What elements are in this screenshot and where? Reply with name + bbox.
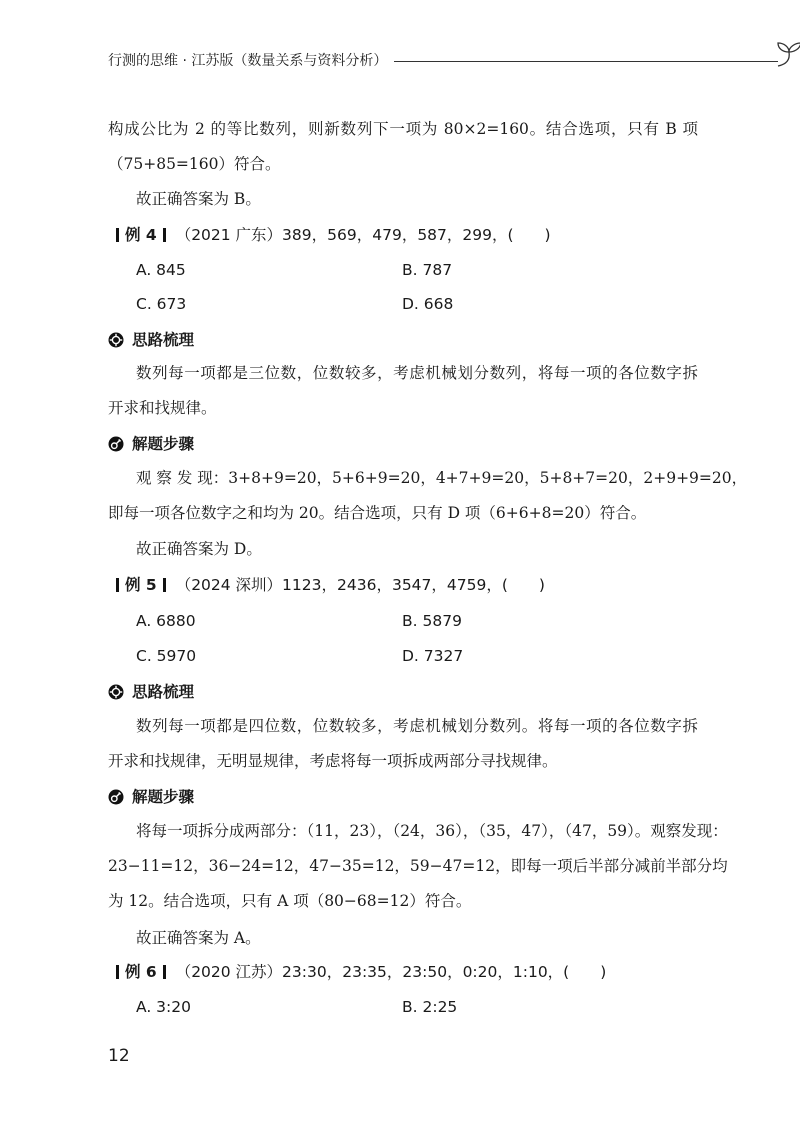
steps-heading — [108, 787, 194, 807]
option-a: A. 3:20 — [136, 998, 191, 1016]
bar-marker-right — [163, 965, 166, 979]
steps-line-2: 即每一项各位数字之和均为 20。结合选项，只有 D 项（6+6+8=20）符合。 — [108, 504, 647, 522]
sprout-icon — [774, 40, 800, 68]
gear-icon — [108, 332, 124, 348]
intro-answer: 故正确答案为 B。 — [136, 190, 261, 208]
option-b: B. 2:25 — [402, 998, 458, 1016]
example-label: 例 5 — [125, 576, 157, 594]
option-c: C. 673 — [136, 295, 187, 313]
analysis-heading — [108, 682, 194, 702]
analysis-line-2: 开求和找规律。 — [108, 399, 217, 417]
example-label: 例 6 — [125, 963, 157, 981]
key-icon — [108, 436, 124, 452]
bar-marker-left — [116, 578, 119, 592]
bar-marker-left — [116, 228, 119, 242]
intro-line-1: 构成公比为 2 的等比数列，则新数列下一项为 80×2=160。结合选项，只有 B 项 — [108, 120, 698, 138]
key-icon — [108, 789, 124, 805]
analysis-title: 思路梳理 — [132, 331, 195, 349]
analysis-title: 思路梳理 — [132, 683, 195, 701]
option-a: A. 6880 — [136, 612, 196, 630]
steps-line-1: 将每一项拆分成两部分：（11，23），（24，36），（35，47），（47，59）。观察发现： — [136, 822, 728, 840]
steps-title: 解题步骤 — [132, 435, 195, 453]
steps-title: 解题步骤 — [132, 788, 195, 806]
example-question: （2021 广东）389，569，479，587，299，( ) — [175, 226, 551, 244]
option-d: D. 668 — [402, 295, 454, 313]
example-4-heading — [116, 225, 551, 245]
gear-icon — [108, 684, 124, 700]
steps-line-1: 观 察 发 现：3+8+9=20，5+6+9=20，4+7+9=20，5+8+7=20，2+9+9=20， — [136, 469, 748, 487]
analysis-line-1: 数列每一项都是三位数，位数较多，考虑机械划分数列，将每一项的各位数字拆 — [136, 364, 698, 382]
steps-line-2: 23−11=12，36−24=12，47−35=12，59−47=12，即每一项后半部分减前半部分均 — [108, 857, 728, 875]
intro-line-2: （75+85=160）符合。 — [108, 155, 281, 173]
running-header — [108, 50, 708, 74]
steps-line-3: 为 12。结合选项，只有 A 项（80−68=12）符合。 — [108, 892, 472, 910]
example-label: 例 4 — [125, 226, 157, 244]
example-question: （2020 江苏）23:30，23:35，23:50，0:20，1:10，( ) — [175, 963, 607, 981]
bar-marker-right — [163, 578, 166, 592]
option-b: B. 5879 — [402, 612, 462, 630]
header-rule — [394, 61, 778, 62]
steps-heading — [108, 434, 194, 454]
option-a: A. 845 — [136, 261, 186, 279]
example-4-answer: 故正确答案为 D。 — [136, 540, 262, 558]
analysis-heading — [108, 330, 194, 350]
page-number: 12 — [108, 1046, 130, 1066]
option-d: D. 7327 — [402, 647, 464, 665]
header-title: 行测的思维 · 江苏版（数量关系与资料分析） — [108, 53, 388, 69]
example-question: （2024 深圳）1123，2436，3547，4759，( ) — [175, 576, 545, 594]
option-b: B. 787 — [402, 261, 453, 279]
bar-marker-left — [116, 965, 119, 979]
example-5-heading — [116, 575, 545, 595]
example-5-answer: 故正确答案为 A。 — [136, 929, 261, 947]
analysis-line-1: 数列每一项都是四位数，位数较多，考虑机械划分数列。将每一项的各位数字拆 — [136, 717, 698, 735]
option-c: C. 5970 — [136, 647, 197, 665]
bar-marker-right — [163, 228, 166, 242]
analysis-line-2: 开求和找规律，无明显规律，考虑将每一项拆成两部分寻找规律。 — [108, 752, 558, 770]
example-6-heading — [116, 962, 606, 982]
